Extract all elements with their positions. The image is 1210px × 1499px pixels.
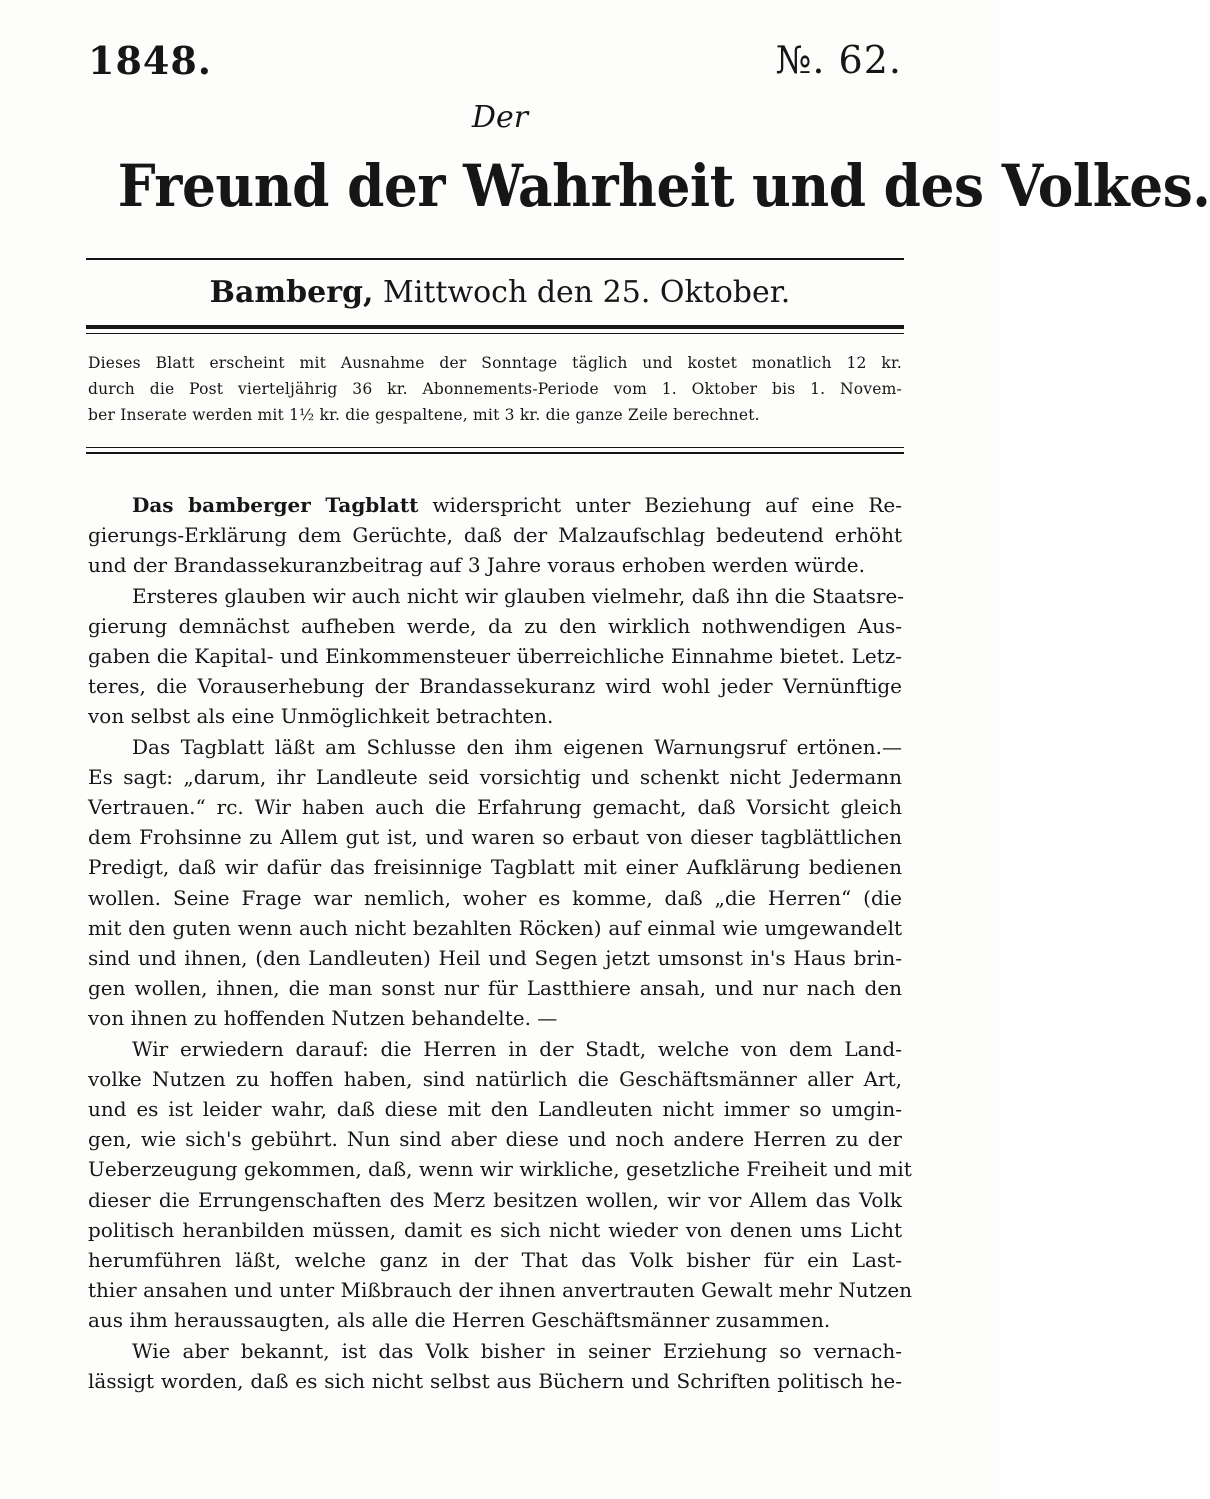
- rule-divider: [86, 258, 904, 260]
- masthead-top: [88, 38, 902, 88]
- article-line: und der Brandassekuranzbeitrag auf 3 Jahre voraus erhoben werden würde.: [88, 553, 865, 578]
- article-line: gen, wie sich's gebührt. Nun sind aber diese und noch andere Herren zu der: [88, 1127, 902, 1152]
- article-line: Ueberzeugung gekommen, daß, wenn wir wirkliche, gesetzliche Freiheit und mit: [88, 1157, 912, 1182]
- article-line: mit den guten wenn auch nicht bezahlten Röcken) auf einmal wie umgewandelt: [88, 915, 902, 940]
- article-line: gierungs-Erklärung dem Gerüchte, daß der Malzaufschlag bedeutend erhöht: [88, 523, 902, 548]
- article-line: dem Frohsinne zu Allem gut ist, und waren so erbaut von dieser tagblättlichen: [88, 825, 902, 850]
- rule-divider: [86, 447, 904, 448]
- article-line: Wie aber bekannt, ist das Volk bisher in seiner Erziehung so vernach-: [132, 1338, 902, 1363]
- article-line: aus ihm heraussaugten, als alle die Herren Geschäftsmänner zusammen.: [88, 1308, 831, 1333]
- article-line: Predigt, daß wir dafür das freisinnige Tagblatt mit einer Aufklärung bedienen: [88, 855, 902, 880]
- article-line: Das Tagblatt läßt am Schlusse den ihm eigenen Warnungsruf ertönen.—: [132, 734, 902, 759]
- article-line: politisch heranbilden müssen, damit es sich nicht wieder von denen ums Licht: [88, 1217, 902, 1242]
- article-line: wollen. Seine Frage war nemlich, woher es komme, daß „die Herren“ (die: [88, 885, 902, 910]
- article-body: [88, 490, 913, 1396]
- article-line: lässigt worden, daß es sich nicht selbst aus Büchern und Schriften politisch he-: [88, 1368, 902, 1393]
- year: 1848.: [88, 38, 212, 83]
- article-line: volke Nutzen zu hoffen haben, sind natürlich die Geschäftsmänner aller Art,: [88, 1066, 902, 1091]
- newspaper-title: Freund der Wahrheit und des Volkes.: [117, 152, 1210, 220]
- article-line: gaben die Kapital- und Einkommensteuer überreichliche Einnahme bietet. Letz-: [88, 644, 902, 669]
- article-line: Vertrauen.“ rc. Wir haben auch die Erfahrung gemacht, daß Vorsicht gleich: [88, 795, 902, 820]
- article-lead: Das bamberger Tagblatt: [132, 493, 419, 517]
- dateline: [0, 275, 1000, 310]
- article-line: von selbst als eine Unmöglichkeit betrachten.: [88, 704, 554, 729]
- article-line: Ersteres glauben wir auch nicht wir glauben vielmehr, daß ihn die Staatsre-: [132, 583, 905, 608]
- article-line: Wir erwiedern darauf: die Herren in der Stadt, welche von dem Land-: [132, 1036, 902, 1061]
- rule-divider: [86, 325, 904, 329]
- dateline-date: Mittwoch den 25. Oktober.: [383, 275, 791, 310]
- article-first-line: widerspricht unter Beziehung auf eine Re-: [432, 493, 903, 517]
- article-line: [88, 490, 902, 520]
- rule-divider: [86, 333, 904, 334]
- article-line: thier ansahen und unter Mißbrauch der ihnen anvertrauten Gewalt mehr Nutzen: [88, 1278, 913, 1303]
- notice-line: durch die Post vierteljährig 36 kr. Abonnements-Periode vom 1. Oktober bis 1. Novem-: [88, 380, 902, 398]
- issue-number: №. 62.: [775, 38, 902, 82]
- subscription-notice: [88, 350, 902, 428]
- article-line: und es ist leider wahr, daß diese mit den Landleuten nicht immer so umgin-: [88, 1097, 902, 1122]
- article-line: dieser die Errungenschaften des Merz besitzen wollen, wir vor Allem das Volk: [88, 1187, 902, 1212]
- notice-line: Dieses Blatt erscheint mit Ausnahme der Sonntage täglich und kostet monatlich 12 kr.: [88, 354, 902, 372]
- article-line: teres, die Vorauserhebung der Brandassekuranz wird wohl jeder Vernünftige: [88, 674, 902, 699]
- article-line: von ihnen zu hoffenden Nutzen behandelte. —: [88, 1006, 558, 1031]
- article-line: sind und ihnen, (den Landleuten) Heil und Segen jetzt umsonst in's Haus brin-: [88, 946, 902, 971]
- dateline-place: Bamberg,: [209, 275, 374, 310]
- article-line: herumführen läßt, welche ganz in der That das Volk bisher für ein Last-: [88, 1248, 902, 1273]
- article-line: gen wollen, ihnen, die man sonst nur für Lastthiere ansah, und nur nach den: [88, 976, 902, 1001]
- rule-divider: [86, 452, 904, 454]
- notice-line: ber Inserate werden mit 1½ kr. die gespaltene, mit 3 kr. die ganze Zeile berechnet.: [88, 406, 760, 424]
- article-line: Es sagt: „darum, ihr Landleute seid vorsichtig und schenkt nicht Jedermann: [88, 764, 902, 789]
- article-line: gierung demnächst aufheben werde, da zu den wirklich nothwendigen Aus-: [88, 613, 902, 638]
- title-article: Der: [471, 100, 529, 135]
